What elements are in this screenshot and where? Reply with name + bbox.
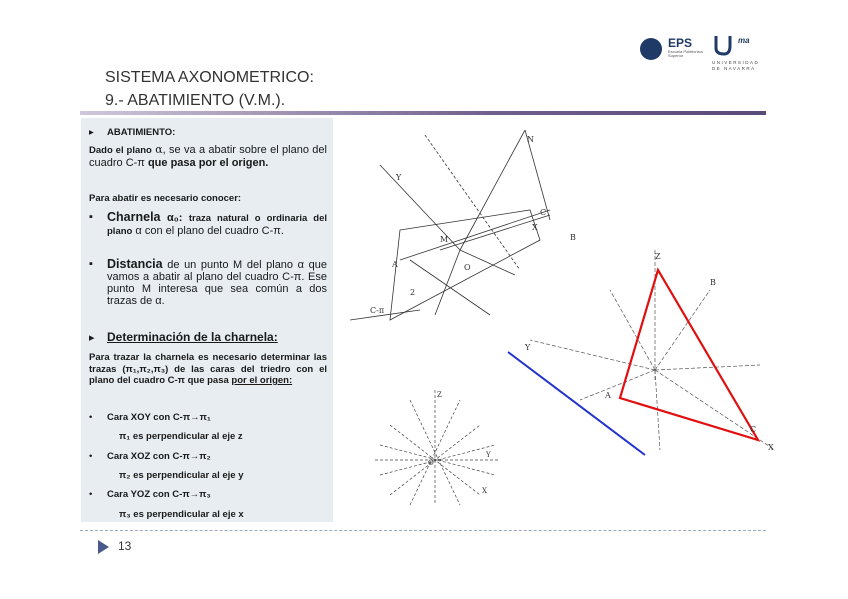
- upna-logo-mark: ma: [738, 36, 750, 45]
- svg-text:Z: Z: [655, 252, 661, 261]
- slide-title-line2: 9.- ABATIMIENTO (V.M.).: [105, 92, 286, 109]
- heading-abatimiento: ▸ ABATIMIENTO:: [89, 127, 176, 138]
- figure-labels: [524, 252, 774, 452]
- eps-logo-subtitle: Escuela Politécnica Superior: [668, 49, 703, 58]
- list-item-charnela: ▪ Charnela α₀: traza natural o ordinaria del plano α con el plano del cuadro C-π.: [89, 210, 328, 237]
- dot-bullet-icon: •: [89, 412, 93, 423]
- list-item-distancia: ▪ Distancia de un punto M del plano α que vamos a abatir al plano del cuadro C-π. Ese punto M interesa que sea común a dos trazas de α.: [89, 257, 327, 307]
- cara-xoy-note: π₁ es perpendicular al eje z: [119, 431, 243, 442]
- svg-text:O: O: [464, 263, 471, 272]
- svg-text:X: X: [532, 223, 538, 232]
- eps-logo: [640, 36, 708, 62]
- cara-yoz: • Cara YOZ con C-π→π₃: [89, 489, 211, 500]
- svg-text:M: M: [440, 235, 449, 244]
- triangle-bullet-icon: ▸: [89, 332, 95, 344]
- svg-text:A: A: [392, 260, 398, 269]
- square-bullet-icon: ▪: [89, 258, 93, 270]
- cara-xoz: • Cara XOZ con C-π→π₂: [89, 451, 211, 462]
- page-number: 13: [118, 539, 132, 553]
- svg-text:B: B: [710, 278, 716, 287]
- triangle-traces-figure: [500, 250, 790, 470]
- eps-logo-icon: [640, 38, 662, 60]
- page-arrow-icon: [98, 540, 109, 554]
- upna-logo: [712, 34, 760, 78]
- figure-labels: [428, 391, 491, 495]
- upna-logo-subtitle: UNIVERSIDAD DE NAVARRA: [712, 60, 760, 71]
- svg-text:C: C: [540, 208, 547, 217]
- svg-text:N: N: [527, 135, 534, 144]
- footer-divider: [80, 530, 766, 531]
- svg-text:X: X: [482, 487, 487, 495]
- charnela-line: [508, 352, 645, 455]
- cara-xoz-note: π₂ es perpendicular al eje y: [119, 470, 244, 481]
- square-bullet-icon: ▪: [89, 211, 93, 223]
- cara-xoy: • Cara XOY con C-π→π₁: [89, 412, 211, 423]
- triangle-bullet-icon: ▸: [89, 127, 94, 138]
- slide-title-line1: SISTEMA AXONOMETRICO:: [105, 69, 314, 86]
- svg-text:2: 2: [410, 288, 416, 297]
- svg-text:A: A: [605, 391, 611, 400]
- intro-paragraph: Dado el plano α, se va a abatir sobre el plano del cuadro C-π que pasa por el origen.: [89, 143, 327, 169]
- cara-yoz-note: π₃ es perpendicular al eje x: [119, 509, 244, 520]
- slide-title: [105, 66, 314, 112]
- svg-text:O: O: [428, 459, 434, 467]
- upna-logo-icon: [714, 34, 736, 56]
- need-label: Para abatir es necesario conocer:: [89, 193, 242, 204]
- svg-text:B: B: [570, 233, 576, 242]
- dot-bullet-icon: •: [89, 451, 93, 462]
- charnela-paragraph: Para trazar la charnela es necesario determinar las trazas (π₁,π₂,π₃) de las caras del triedro con el plano del cuadro C-π que pasa por el origen:: [89, 352, 327, 386]
- svg-text:Y: Y: [525, 343, 531, 352]
- title-divider: [80, 111, 766, 115]
- svg-text:Z: Z: [437, 391, 442, 399]
- svg-text:X: X: [768, 443, 774, 452]
- heading-determinacion: ▸ Determinación de la charnela:: [89, 330, 278, 344]
- svg-text:Y: Y: [486, 451, 491, 459]
- svg-text:C-π: C-π: [370, 306, 385, 315]
- svg-text:C: C: [750, 425, 757, 434]
- red-triangle: [620, 270, 758, 440]
- svg-text:Y: Y: [396, 173, 402, 182]
- dot-bullet-icon: •: [89, 489, 93, 500]
- axes-star-figure: [370, 385, 510, 515]
- eps-logo-text: EPS: [668, 36, 693, 50]
